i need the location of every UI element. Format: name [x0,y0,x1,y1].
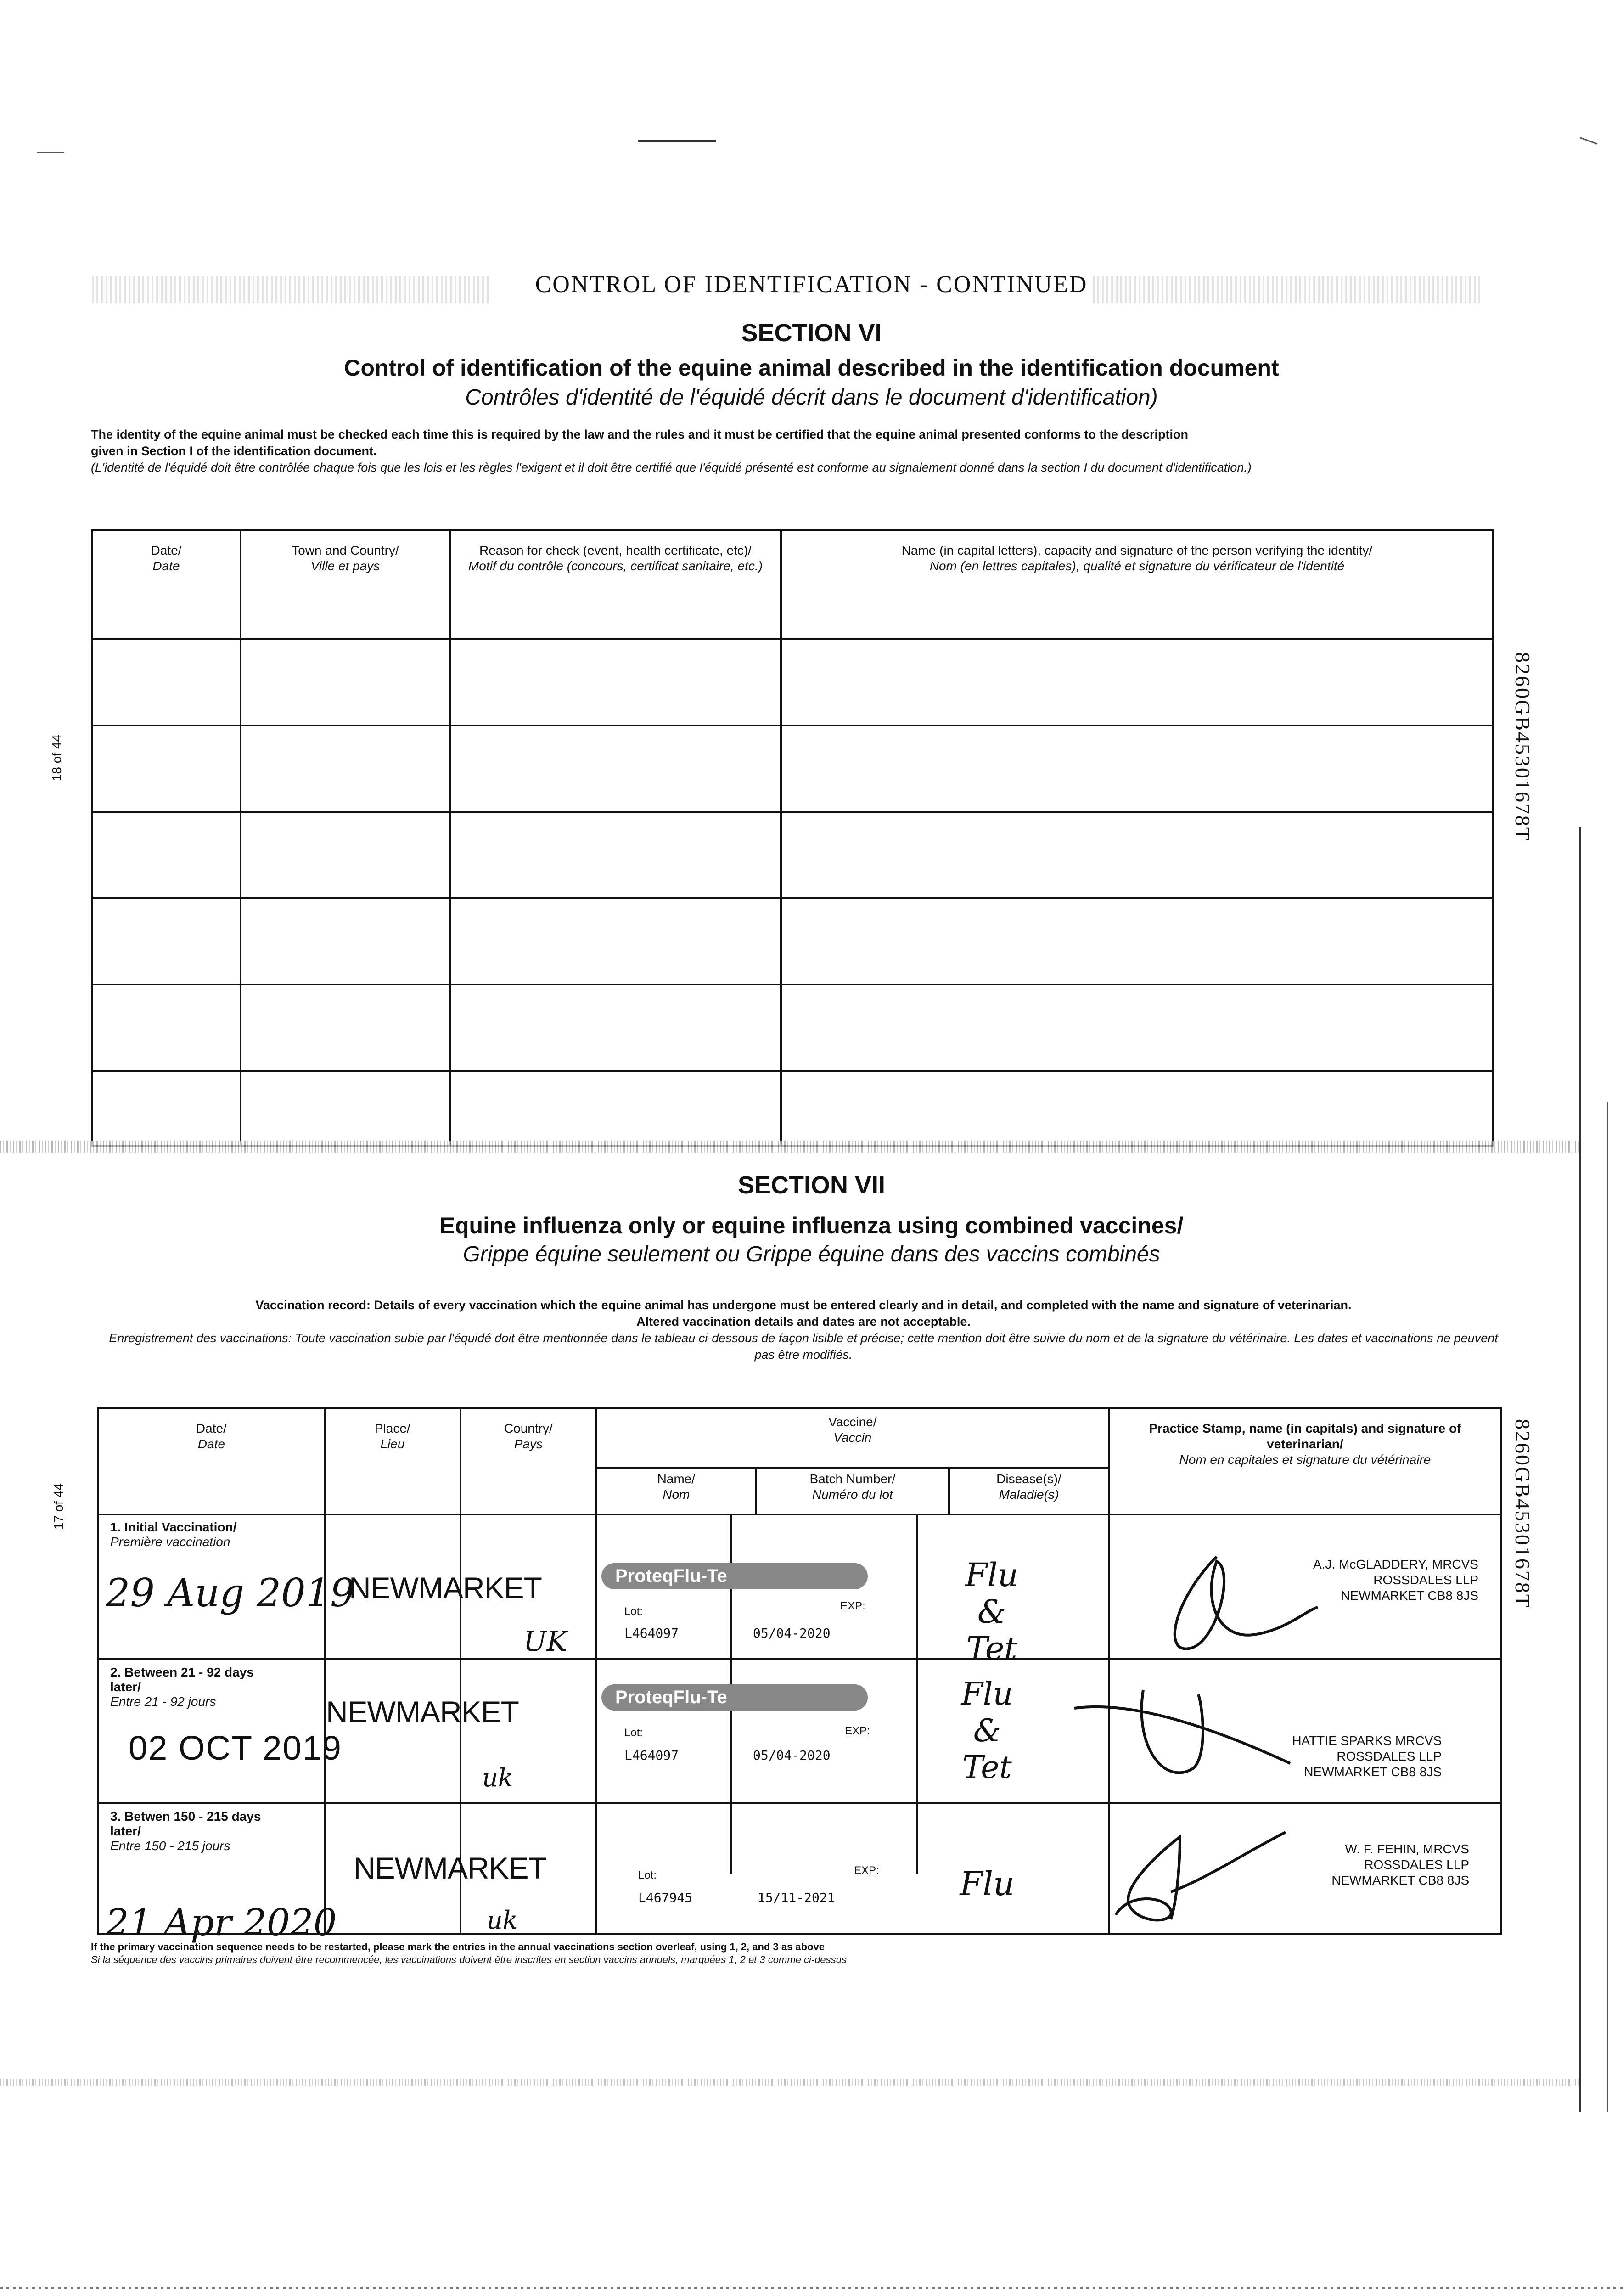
col-town-country: Town and Country/ Ville et pays [241,530,450,639]
passport-number-bottom: 8260GB45301678T [1511,1419,1534,1609]
row2-place: NEWMARKET [326,1695,519,1729]
page-number-top: 18 of 44 [50,735,64,782]
section-vi-note-line2: given in Section I of the identification document. [91,444,377,458]
page-seam [0,1141,1579,1153]
scan-artifact [0,2287,1623,2289]
row1-country: UK [523,1626,567,1658]
vcol-vaccine: Vaccine/ Vaccin [596,1408,1109,1468]
empty-cell[interactable] [241,898,450,985]
section-vii-title-fr: Grippe équine seulement ou Grippe équine dans des vaccins combinés [463,1242,1160,1266]
empty-cell[interactable] [450,639,781,726]
empty-cell[interactable] [450,726,781,812]
col-reason: Reason for check (event, health certificate, etc)/ Motif du contrôle (concours, certificat sanitaire, etc.) [450,530,781,639]
row3-date: 21 Apr 2020 [106,1901,337,1944]
vcol-place: Place/ Lieu [325,1408,461,1514]
row3-signature [1102,1823,1295,1929]
col-divider [916,1515,918,1874]
section-vii-note-line2: Altered vaccination details and dates are not acceptable. [636,1315,971,1328]
row3-country: uk [487,1906,518,1935]
row2-batch: L464097 [624,1748,679,1763]
empty-cell[interactable] [92,639,241,726]
vcol-name: Name/ Nom [596,1468,756,1514]
section-vi-title: Control of identification of the equine animal described in the identification document [344,355,1279,381]
empty-cell[interactable] [92,898,241,985]
identification-check-table [91,529,1494,1147]
section-vii-note-fr: Enregistrement des vaccinations: Toute vaccination subie par l'équidé doit être mentionnée dans le tableau ci-dessous de façon lisible et précise; cette mention doit être suivie du nom et de la signature du vétérinaire. Les dates et vaccinations ne peuvent pas être modifiés. [109,1331,1498,1362]
empty-cell[interactable] [241,1071,450,1146]
section-vii-note-line1: Vaccination record: Details of every vaccination which the equine animal has undergone must be entered clearly and in detail, and completed with the name and signature of veterinarian. [255,1298,1352,1312]
row2-disease: Flu & Tet [961,1676,1013,1786]
page-number-bottom: 17 of 44 [51,1483,66,1530]
row2-vaccine-sticker: ProteqFlu-Te [601,1684,868,1711]
row3-batch: L467945 [638,1890,693,1905]
section-vii-heading: SECTION VII [737,1171,886,1199]
row1-lot-label: Lot: [624,1605,643,1618]
empty-cell[interactable] [781,639,1493,726]
section-vi-note-fr: (L'identité de l'équidé doit être contrôlée chaque fois que les lois et les règles l'exigent et il doit être certifié que l'équidé présenté est conforme au signalement donné dans la section I du document d'identification.) [91,461,1252,474]
row3-expiry: 15/11-2021 [758,1890,835,1905]
empty-cell[interactable] [241,639,450,726]
row3-place: NEWMARKET [354,1851,546,1885]
row2-country: uk [482,1763,513,1792]
empty-cell[interactable] [781,726,1493,812]
row1-disease: Flu & Tet [965,1556,1019,1667]
empty-cell[interactable] [450,1071,781,1146]
section-vii-title: Equine influenza only or equine influenza using combined vaccines/ [439,1213,1184,1238]
row2-exp-label: EXP: [845,1725,870,1737]
empty-cell[interactable] [450,812,781,898]
scan-artifact [37,152,64,153]
empty-cell[interactable] [92,812,241,898]
row2-label: 2. Between 21 - 92 days later/ Entre 21 - 92 jours [110,1665,254,1709]
row1-vaccine-sticker: ProteqFlu-Te [601,1563,868,1589]
row2-signature [1070,1681,1299,1800]
vacc-place-cell[interactable] [325,1659,461,1803]
control-of-identification-continued: CONTROL OF IDENTIFICATION - CONTINUED [535,271,1088,298]
page-seam-bottom [0,2079,1579,2086]
empty-cell[interactable] [92,985,241,1071]
row1-label: 1. Initial Vaccination/ Première vaccination [110,1520,237,1549]
empty-cell[interactable] [450,985,781,1071]
vcol-stamp: Practice Stamp, name (in capitals) and signature of veterinarian/ Nom en capitales et signature du vétérinaire [1109,1408,1501,1514]
vcol-date: Date/ Date [98,1408,325,1514]
row2-expiry: 05/04-2020 [753,1748,831,1763]
section-vi-heading: SECTION VI [741,319,882,347]
col-verifier: Name (in capital letters), capacity and signature of the person verifying the identity/ Nom (en lettres capitales), qualité et signature du vérificateur de l'identité [781,530,1493,639]
row3-stamp: W. F. FEHIN, MRCVS ROSSDALES LLP NEWMARKET CB8 8JS [1331,1842,1469,1887]
empty-cell[interactable] [781,1071,1493,1146]
row1-place: NEWMARKET [349,1571,542,1605]
row3-exp-label: EXP: [854,1864,879,1877]
vaccination-footnote: If the primary vaccination sequence needs to be restarted, please mark the entries in the annual vaccinations section overleaf, using 1, 2, and 3 as above Si la séquence des vaccins primaires doivent être recommencée, les vaccinations doivent être inscrites en section vaccins annuels, marquées 1, 2 et 3 comme ci-dessus [91,1941,847,1965]
empty-cell[interactable] [92,726,241,812]
empty-cell[interactable] [241,812,450,898]
section-vi-note [91,426,1487,476]
passport-number-top: 8260GB45301678T [1511,652,1534,842]
row1-stamp: A.J. McGLADDERY, MRCVS ROSSDALES LLP NEWMARKET CB8 8JS [1313,1557,1478,1603]
row3-disease: Flu [960,1864,1015,1903]
row1-exp-label: EXP: [840,1600,865,1612]
section-vii-note [106,1297,1501,1363]
vcol-batch: Batch Number/ Numéro du lot [756,1468,949,1514]
section-vi-note-line1: The identity of the equine animal must be checked each time this is required by the law and the rules and it must be certified that the equine animal presented conforms to the description [91,428,1188,441]
row1-batch: L464097 [624,1626,679,1641]
scan-artifact [1580,137,1598,144]
row1-expiry: 05/04-2020 [753,1626,831,1641]
empty-cell[interactable] [450,898,781,985]
empty-cell[interactable] [241,985,450,1071]
section-vi-title-fr: Contrôles d'identité de l'équidé décrit dans le document d'identification) [465,385,1158,410]
vcol-country: Country/ Pays [461,1408,596,1514]
row2-date: 02 OCT 2019 [129,1729,342,1767]
row3-lot-label: Lot: [638,1869,657,1881]
col-date: Date/ Date [92,530,241,639]
vcol-disease: Disease(s)/ Maladie(s) [949,1468,1109,1514]
scan-artifact [638,140,716,142]
row2-stamp: HATTIE SPARKS MRCVS ROSSDALES LLP NEWMARKET CB8 8JS [1292,1733,1442,1779]
row3-label: 3. Betwen 150 - 215 days later/ Entre 150 - 215 jours [110,1809,261,1853]
row2-lot-label: Lot: [624,1727,643,1739]
page-edge [1579,827,1581,2112]
empty-cell[interactable] [781,985,1493,1071]
row1-signature [1148,1543,1322,1662]
empty-cell[interactable] [241,726,450,812]
empty-cell[interactable] [92,1071,241,1146]
vacc-country-cell[interactable] [461,1659,596,1803]
empty-cell[interactable] [781,812,1493,898]
vacc-vaccine-cell[interactable] [596,1803,1109,1934]
row1-date: 29 Aug 2019 [106,1570,355,1615]
empty-cell[interactable] [781,898,1493,985]
